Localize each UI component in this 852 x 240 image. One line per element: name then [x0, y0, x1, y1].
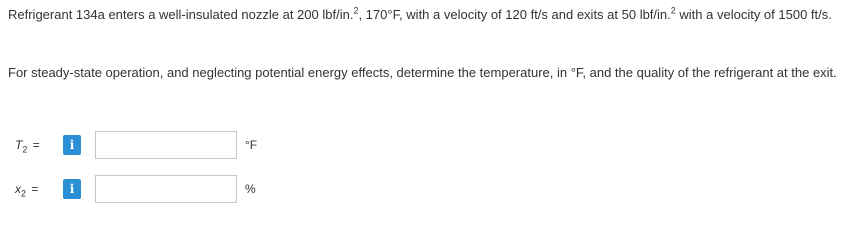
problem-paragraph-2: For steady-state operation, and neglecting potential energy effects, determine the temperature, in °F, and the quality of the refrigerant at the exit.: [8, 65, 837, 80]
equals-sign: =: [29, 138, 40, 152]
info-icon: i: [69, 182, 75, 196]
answer-row-temperature: [0, 131, 852, 159]
temperature-input[interactable]: [95, 131, 237, 159]
info-button[interactable]: [63, 179, 81, 199]
temperature-label: [15, 137, 40, 153]
problem-text-part-2: , 170°F, with a velocity of 120 ft/s and exits at 50 lbf/in.: [358, 7, 671, 22]
answer-row-quality: [0, 175, 852, 203]
problem-text-part-1: Refrigerant 134a enters a well-insulated nozzle at 200 lbf/in.: [8, 7, 354, 22]
info-button[interactable]: [63, 135, 81, 155]
info-icon: i: [69, 138, 75, 152]
quality-var: x: [15, 182, 21, 196]
problem-paragraph-1: [8, 5, 846, 25]
quality-input[interactable]: [95, 175, 237, 203]
temperature-subscript: 2: [22, 144, 28, 155]
temperature-var: T: [15, 138, 23, 152]
problem-statement: [8, 5, 846, 25]
superscript-2: 2: [353, 5, 359, 16]
quality-unit: %: [245, 182, 256, 196]
equals-sign: =: [28, 182, 39, 196]
temperature-unit: °F: [245, 138, 258, 152]
problem-text-part-3: with a velocity of 1500 ft/s.: [675, 7, 832, 22]
superscript-2: 2: [670, 5, 676, 16]
quality-label: [15, 181, 38, 197]
quality-subscript: 2: [21, 188, 27, 199]
